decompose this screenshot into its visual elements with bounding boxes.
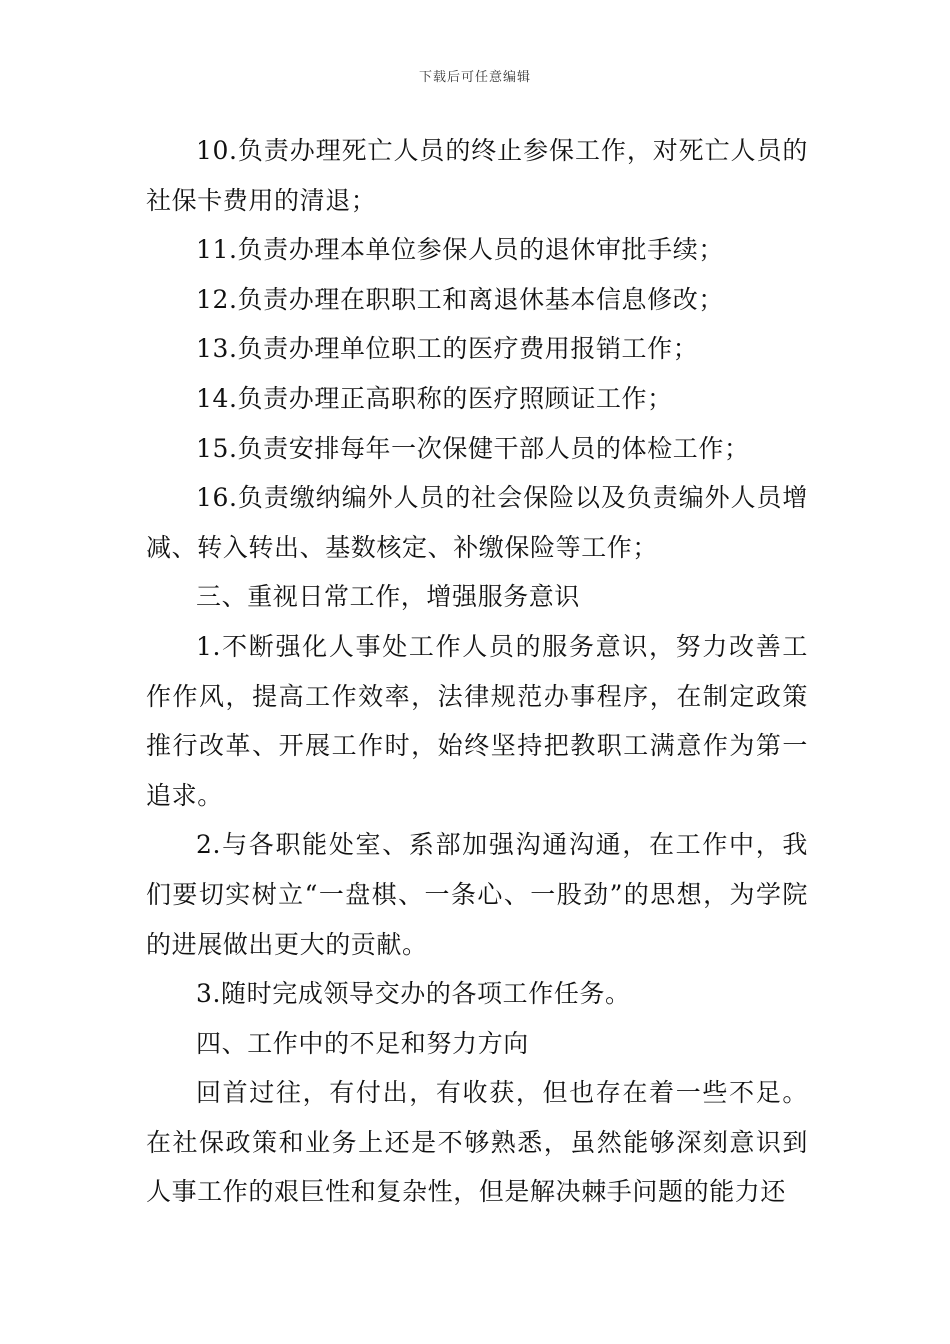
paragraph-item-13: 13.负责办理单位职工的医疗费用报销工作； <box>196 334 699 364</box>
paragraph-item-14: 14.负责办理正高职称的医疗照顾证工作； <box>196 383 673 413</box>
paragraph-item-16: 16.负责缴纳编外人员的社会保险以及负责编外人员增减、转入转出、基数核定、补缴保险等工作； <box>146 483 808 562</box>
section-heading-4: 四、工作中的不足和努力方向 <box>196 1028 529 1058</box>
paragraph-item-15: 15.负责安排每年一次保健干部人员的体检工作； <box>196 433 750 463</box>
document-body <box>146 126 808 1217</box>
section-heading-3: 三、重视日常工作，增强服务意识 <box>196 582 581 612</box>
paragraph-item-10: 10.负责办理死亡人员的终止参保工作，对死亡人员的社保卡费用的清退； <box>146 136 808 215</box>
paragraph-reflection: 回首过往，有付出，有收获，但也存在着一些不足。在社保政策和业务上还是不够熟悉，虽然能够深刻意识到人事工作的艰巨性和复杂性，但是解决棘手问题的能力还 <box>146 1078 808 1207</box>
paragraph-item-11: 11.负责办理本单位参保人员的退休审批手续； <box>196 235 724 265</box>
paragraph-service-3: 3.随时完成领导交办的各项工作任务。 <box>196 979 631 1009</box>
paragraph-service-2: 2.与各职能处室、系部加强沟通沟通，在工作中，我们要切实树立“一盘棋、一条心、一股劲”的思想，为学院的进展做出更大的贡献。 <box>146 830 808 959</box>
paragraph-item-12: 12.负责办理在职职工和离退休基本信息修改； <box>196 284 724 314</box>
header-note: 下载后可任意编辑 <box>418 70 531 85</box>
paragraph-service-1: 1.不断强化人事处工作人员的服务意识，努力改善工作作风，提高工作效率，法律规范办事程序，在制定政策推行改革、开展工作时，始终坚持把教职工满意作为第一追求。 <box>146 631 808 810</box>
